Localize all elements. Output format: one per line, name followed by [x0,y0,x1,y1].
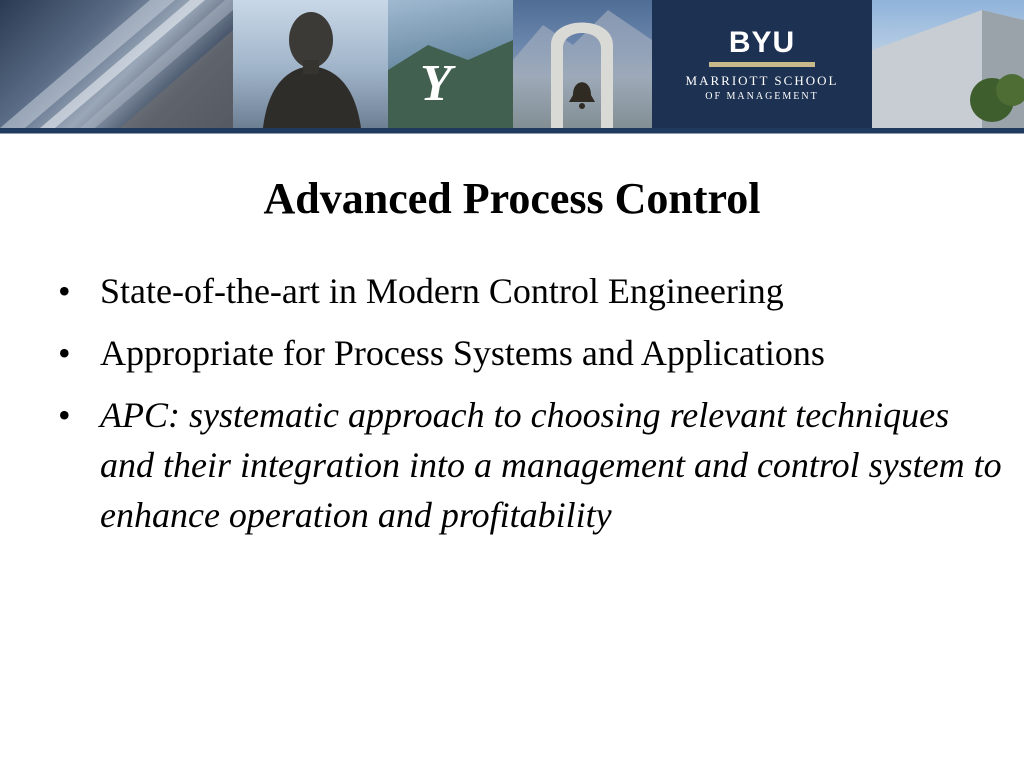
logo-school-name: MARRIOTT SCHOOL [685,73,839,88]
byu-marriott-logo [652,0,872,128]
bullet-item [58,266,1008,316]
bullet-item [58,328,1008,378]
header-banner [0,0,1024,128]
bell-tower-photo [513,0,652,128]
bullet-item [58,390,1008,540]
statue-photo [233,0,388,128]
logo-gold-bar [709,62,815,67]
campus-building-photo [872,0,1024,128]
mountain-y-photo [388,0,513,128]
logo-school-subtitle: OF MANAGEMENT [705,91,819,102]
building-photo [0,0,233,128]
bullet-dot: • [58,395,71,435]
logo-byu-text: BYU [728,26,796,59]
slide-title: Advanced Process Control [263,174,761,224]
bullet-dot: • [58,271,71,311]
banner-divider-thin [0,133,1024,134]
bullet-list [58,266,1008,552]
bullet-dot: • [58,333,71,373]
bullet-text: APC: systematic approach to choosing relevant techniques and their integration into a management and control system to enhance operation and profitability [100,395,1002,535]
bullet-text: Appropriate for Process Systems and Applications [100,333,825,373]
svg-text:Y: Y [420,55,452,112]
bullet-text: State-of-the-art in Modern Control Engineering [100,271,784,311]
